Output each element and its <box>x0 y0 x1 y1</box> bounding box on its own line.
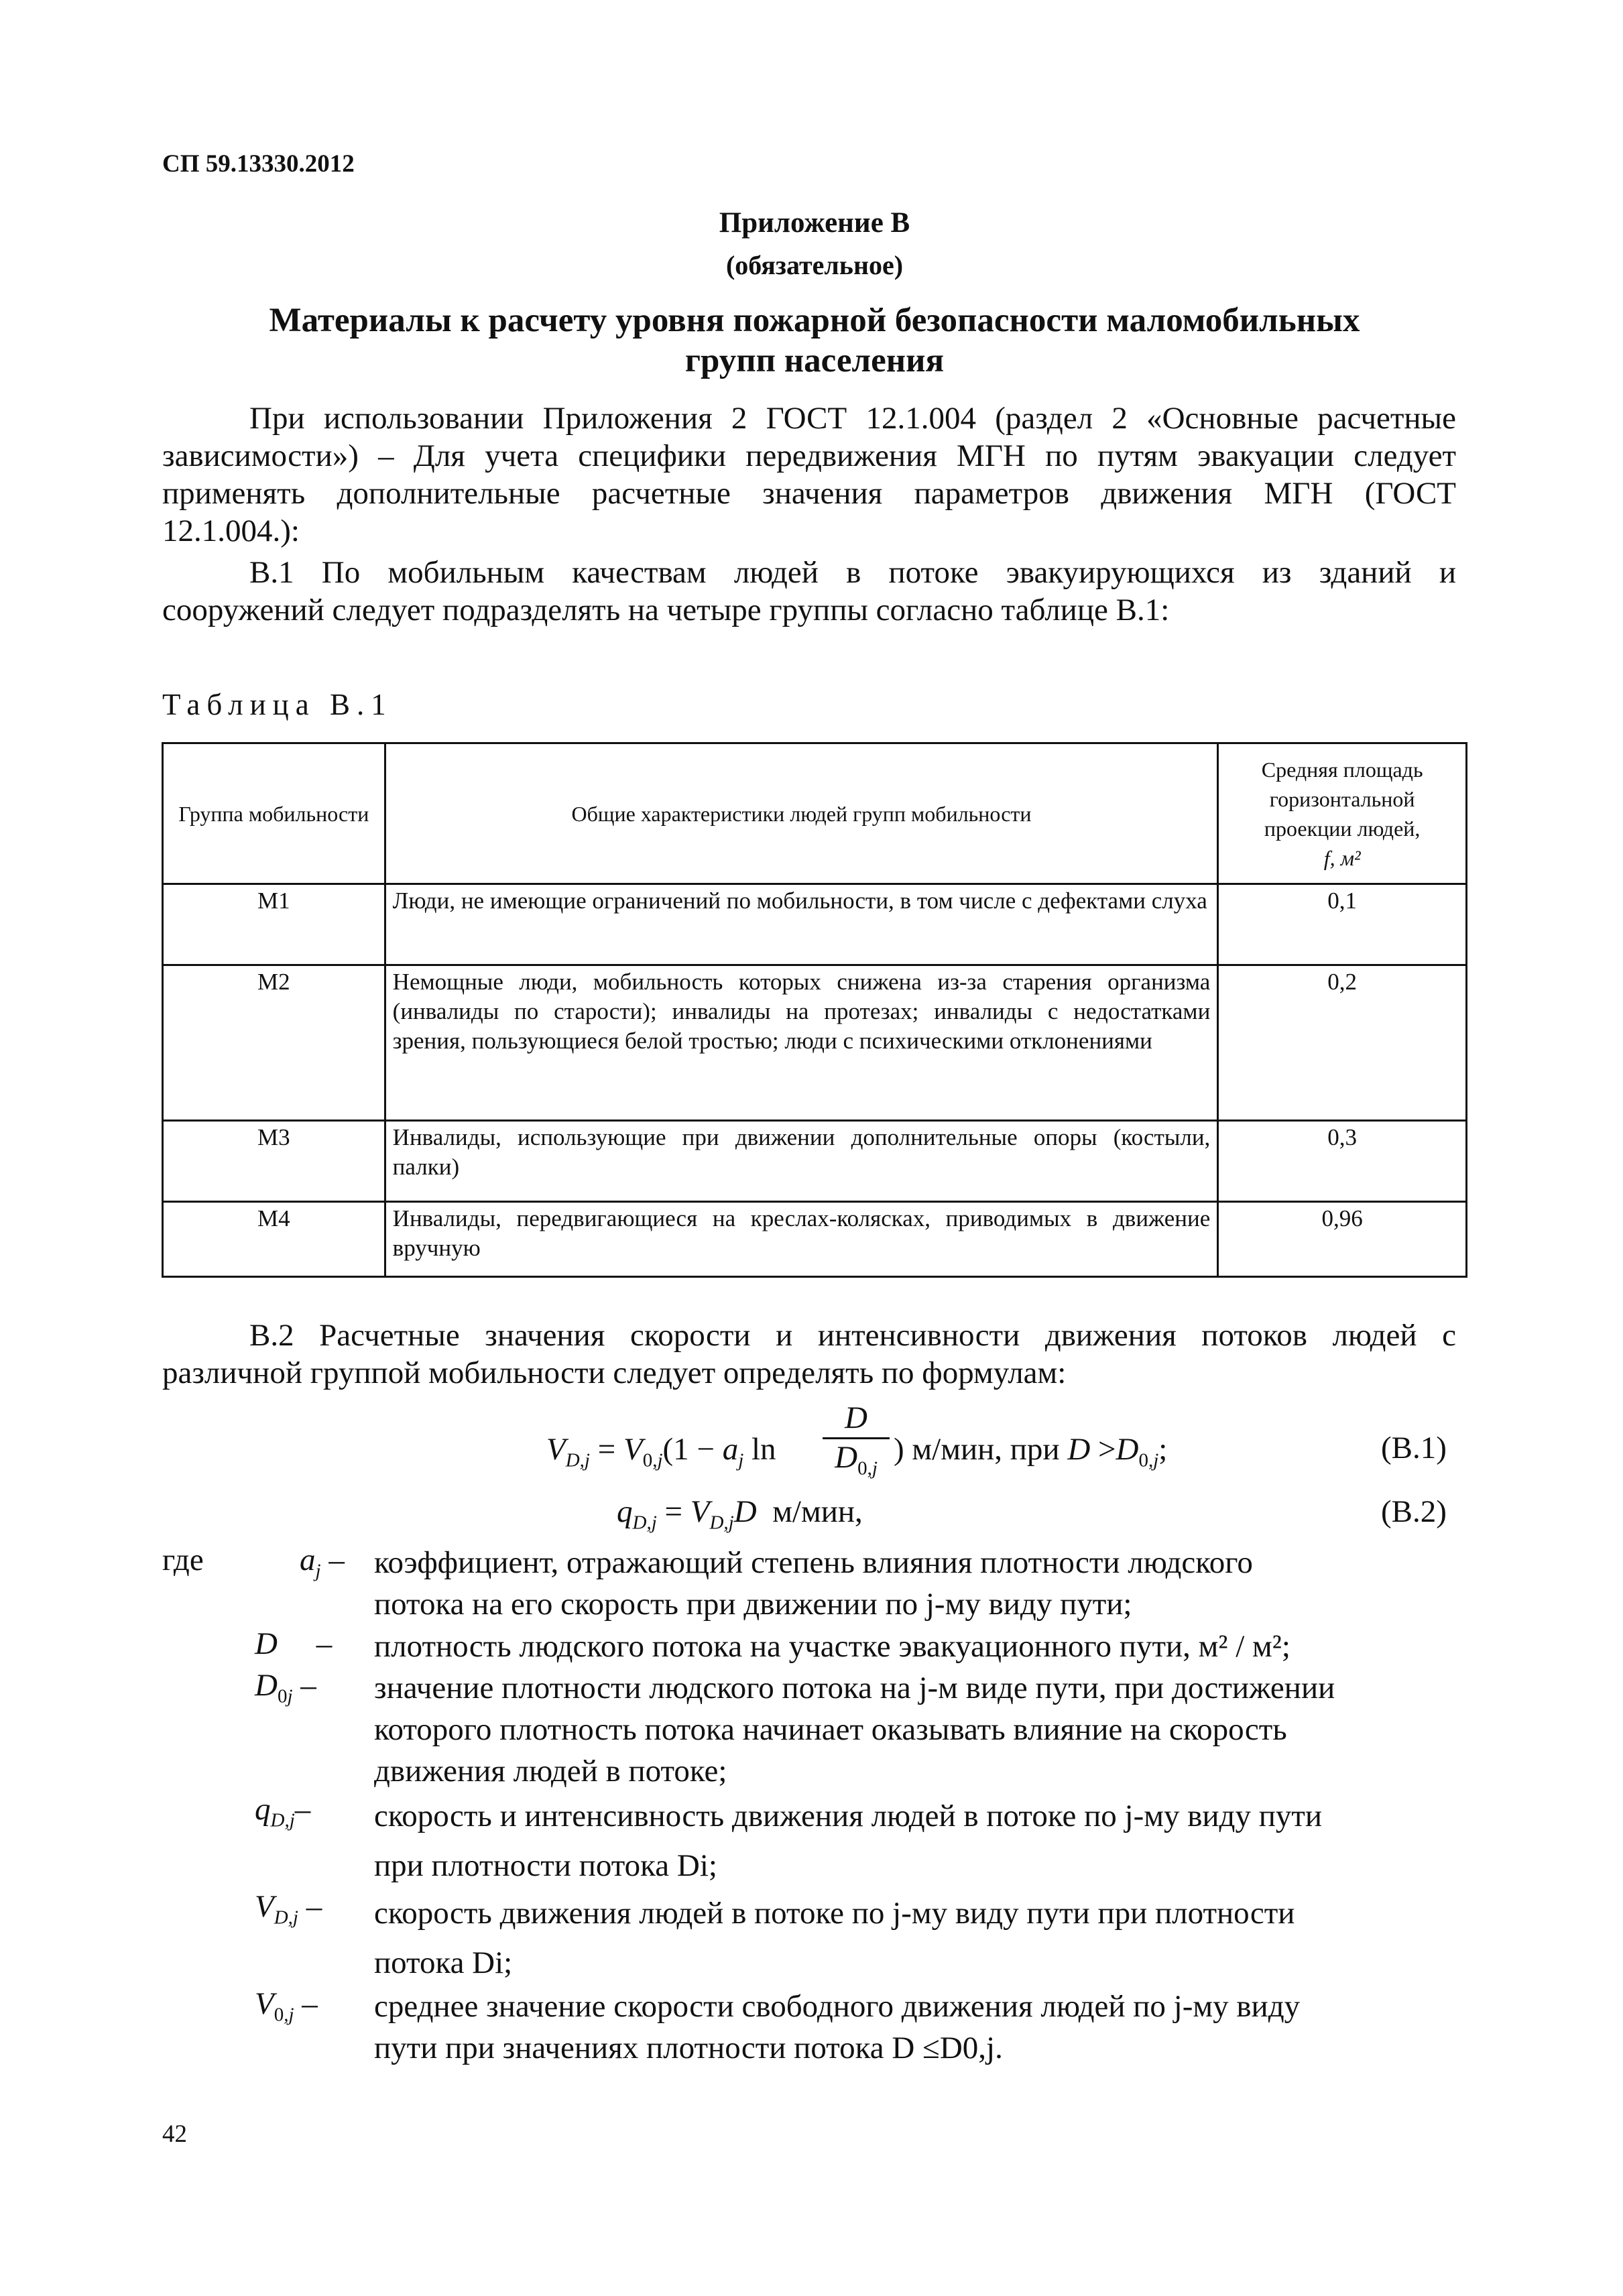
def-line: значение плотности людского потока на j-м виде пути, при достижении <box>374 1671 1335 1705</box>
formula-b2-ref: (В.2) <box>1381 1494 1447 1529</box>
table-row <box>163 1121 1467 1202</box>
table-row <box>163 884 1467 965</box>
formula-b1-rhs: ) м/мин, при $D >D_{0,j}$; <box>894 1432 1168 1471</box>
cell-group: М1 <box>163 884 385 965</box>
b2-paragraph <box>162 1317 1456 1392</box>
def-term-aj: $a_j$ – <box>300 1543 345 1582</box>
b2-line: В.2 Расчетные значения скорости и интенсивности движения потоков людей с <box>249 1318 1456 1353</box>
def-d <box>374 1626 1447 1667</box>
cell-area: 0,96 <box>1218 1202 1467 1277</box>
where-label: где <box>162 1543 204 1577</box>
def-term-d: D – <box>255 1626 333 1661</box>
def-line: потока Di; <box>374 1945 513 1980</box>
table-row <box>163 965 1467 1121</box>
intro-line: зависимости») – Для учета специфики передвижения МГН по путям эвакуации следует <box>162 438 1456 473</box>
cell-area: 0,3 <box>1218 1121 1467 1202</box>
formula-b2: $q_{D,j} = V_{D,j}D$ м/мин, <box>617 1494 863 1534</box>
formula-b2-unit: м/мин, <box>772 1494 863 1529</box>
page-number: 42 <box>162 2120 187 2148</box>
formula-b1-lhs: $V_{D,j} = V_{0,j}(1 - a_j$ ln <box>546 1432 776 1471</box>
def-line: потока на его скорость при движении по j-му виду пути; <box>374 1587 1132 1622</box>
def-line: пути при значениях плотности потока D ≤D0,j. <box>374 2031 1003 2065</box>
heading-line-2: групп населения <box>684 342 945 379</box>
b1-line: В.1 По мобильным качествам людей в потоке эвакуирующихся из зданий и <box>249 555 1456 590</box>
def-line: среднее значение скорости свободного движения людей по j-му виду <box>374 1989 1301 2024</box>
table-row <box>163 1202 1467 1277</box>
def-term-qdj: $q_{D,j}-$ <box>255 1792 311 1831</box>
def-line: которого плотность потока начинает оказывать влияние на скорость <box>374 1712 1287 1747</box>
cell-description: Немощные люди, мобильность которых снижена из-за старения организма (инвалиды по старости); инвалиды на протезах; инвалиды с недостатками зрения, пользующиеся белой тростью; люди с психическими отклонениями <box>385 965 1218 1121</box>
header-area-text: Средняя площадь горизонтальной проекции людей, <box>1261 757 1423 841</box>
formula-b1-fraction: D $D_{0,j}$ <box>823 1401 890 1486</box>
def-line: движения людей в потоке; <box>374 1754 727 1789</box>
intro-line: применять дополнительные расчетные значения параметров движения МГН (ГОСТ <box>162 476 1456 511</box>
header-description: Общие характеристики людей групп мобильности <box>385 743 1218 884</box>
formula-b1-ref: (В.1) <box>1381 1431 1447 1465</box>
header-area <box>1218 743 1467 884</box>
cell-area: 0,1 <box>1218 884 1467 965</box>
def-aj <box>374 1542 1447 1625</box>
intro-line: 12.1.004.): <box>162 513 300 548</box>
cell-description: Инвалиды, использующие при движении дополнительные опоры (костыли, палки) <box>385 1121 1218 1202</box>
intro-line: При использовании Приложения 2 ГОСТ 12.1.004 (раздел 2 «Основные расчетные <box>249 401 1456 436</box>
cell-description: Инвалиды, передвигающиеся на креслах-колясках, приводимых в движение вручную <box>385 1202 1218 1277</box>
def-line: скорость движения людей в потоке по j-му виду пути при плотности <box>374 1896 1295 1931</box>
appendix-heading <box>161 300 1468 381</box>
table-header-row <box>163 743 1467 884</box>
appendix-subtitle: (обязательное) <box>725 250 904 280</box>
cell-group: М3 <box>163 1121 385 1202</box>
def-term-vdj: $V_{D,j}$ – <box>255 1889 322 1929</box>
cell-area: 0,2 <box>1218 965 1467 1121</box>
table-label: Таблица В.1 <box>162 688 393 721</box>
b1-line: сооружений следует подразделять на четыре группы согласно таблице В.1: <box>162 593 1170 627</box>
b1-paragraph <box>162 554 1456 629</box>
cell-description: Люди, не имеющие ограничений по мобильности, в том числе с дефектами слуха <box>385 884 1218 965</box>
cell-group: М4 <box>163 1202 385 1277</box>
header-area-unit: f, м² <box>1323 845 1361 870</box>
def-vdj <box>374 1888 1447 1988</box>
def-qdj <box>374 1791 1447 1890</box>
def-term-v0j: $V_{0,j}$ – <box>255 1986 318 2026</box>
def-line: при плотности потока Di; <box>374 1848 717 1883</box>
intro-paragraph <box>162 400 1456 550</box>
formula-b1 <box>546 1401 1337 1488</box>
def-line: коэффициент, отражающий степень влияния плотности людского <box>374 1545 1253 1580</box>
appendix-title: Приложение В <box>719 207 910 239</box>
def-d0j <box>374 1667 1447 1792</box>
heading-line-1: Материалы к расчету уровня пожарной безопасности маломобильных <box>269 302 1360 339</box>
def-term-d0j: $D_{0j}$ – <box>255 1668 316 1707</box>
b2-line: различной группой мобильности следует определять по формулам: <box>162 1355 1067 1390</box>
def-line: плотность людского потока на участке эвакуационного пути, м² / м²; <box>374 1629 1290 1664</box>
def-v0j <box>374 1986 1447 2069</box>
document-code: СП 59.13330.2012 <box>162 150 355 178</box>
header-group: Группа мобильности <box>163 743 385 884</box>
def-line: скорость и интенсивность движения людей в потоке по j-му виду пути <box>374 1799 1323 1833</box>
cell-group: М2 <box>163 965 385 1121</box>
formula-b1-unit: м/мин, при <box>912 1432 1060 1467</box>
mobility-groups-table <box>162 742 1467 1278</box>
